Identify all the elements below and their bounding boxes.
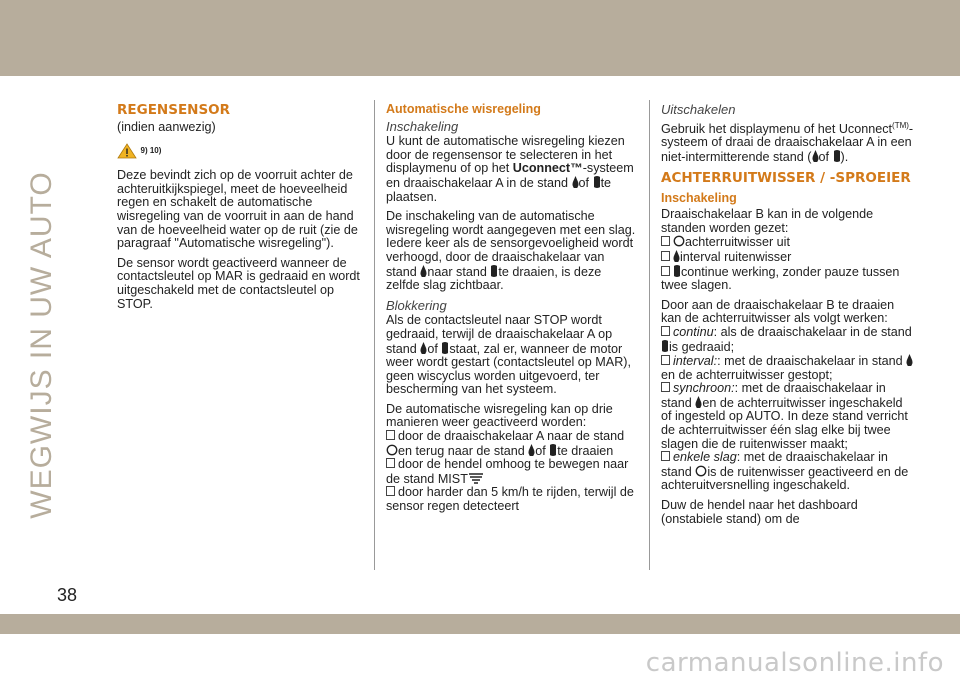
wiper-block-icon (833, 150, 841, 162)
list-item: door de hendel omhoog te bewegen naar de stand MIST (386, 457, 629, 486)
footer-band (0, 614, 960, 634)
rain-drop-icon (673, 250, 680, 262)
paragraph: Duw de hendel naar het dashboard (onstabiele stand) om de (661, 498, 858, 526)
bullet-box-icon (386, 430, 395, 440)
paragraph: Door aan de draaischakelaar B te draaien kan de achterruitwisser als volgt werken: (661, 297, 895, 326)
section-title-regensensor: REGENSENSOR (117, 102, 231, 118)
rain-drop-icon (812, 150, 819, 162)
list-item: door de draaischakelaar A naar de stand en terug naar de stand of te draaien (386, 430, 638, 458)
column-middle (386, 103, 638, 514)
paragraph: De automatische wisregeling kan op drie manieren weer geactiveerd worden: (386, 401, 613, 430)
warning-triangle-icon (117, 143, 137, 159)
list-item: synchroon:: met de draaischakelaar in stand en de achterruitwisser ingeschakeld of ingesteld op AUTO. In deze stand verricht de achterruitwisser één slag elke bij twee slagen die de ruitenwisser maakt; (661, 381, 908, 451)
header-band (0, 0, 960, 76)
subheading-blokkering: Blokkering (386, 297, 447, 313)
list-item: enkele slag: met de draaischakelaar in stand is de ruitenwisser geactiveerd en de achteruitversnelling ingeschakeld. (661, 450, 909, 493)
list-item: interval ruitenwisser (661, 250, 915, 265)
watermark-text: carmanualsonline.info (645, 648, 944, 678)
off-ring-icon (386, 444, 398, 456)
side-label-text: WEGWIJS IN UW AUTO (25, 171, 58, 519)
column-divider (649, 100, 650, 570)
rain-drop-icon (906, 354, 913, 366)
list-item: door harder dan 5 km/h te rijden, terwijl de sensor regen detecteert (386, 485, 634, 514)
paragraph: De inschakeling van de automatische wisregeling wordt aangegeven met een slag. Iedere keer als de sensorgevoeligheid wordt verhoogd, door de draaischakelaar van stand naar stand te draaien, is deze zelfde slag zichtbaar. (386, 209, 636, 293)
bullet-box-icon (661, 266, 670, 276)
paragraph: Gebruik het displaymenu of het Uconnect$^{(TM)}$-systeem of draai de draaischakelaar A in een niet-intermitterende stand ( of ). (661, 120, 914, 164)
list-item: interval:: met de draaischakelaar in stand en de achterruitwisser gestopt; (661, 354, 915, 382)
wiper-block-icon (593, 176, 601, 188)
column-divider (374, 100, 375, 570)
paragraph: De sensor wordt geactiveerd wanneer de contactsleutel op MAR is gedraaid en wordt uitgeschakeld met de contactsleutel op STOP. (117, 255, 360, 311)
bullet-box-icon (661, 355, 670, 365)
column-left (117, 103, 363, 317)
section-title-auto-wiper: Automatische wisregeling (386, 102, 541, 116)
bullet-box-icon (386, 458, 395, 468)
mist-icon (468, 472, 484, 484)
rain-drop-icon (572, 176, 579, 188)
bullet-box-icon (661, 382, 670, 392)
list-item: continue werking, zonder pauze tussen twee slagen. (661, 264, 900, 293)
subheading-inschakeling: Inschakeling (386, 118, 459, 134)
list-item: continu: als de draaischakelaar in de stand is gedraaid; (661, 326, 915, 354)
warning-refs: 9) 10) (140, 145, 162, 155)
watermark-area (0, 634, 960, 678)
bullet-box-icon (661, 451, 670, 461)
warning-ref-line (117, 143, 363, 160)
off-ring-icon (673, 235, 685, 247)
bullet-box-icon (386, 486, 395, 496)
wiper-block-icon (661, 340, 669, 352)
bullet-box-icon (661, 251, 670, 261)
page-number: 38 (57, 585, 78, 605)
paragraph: Draaischakelaar B kan in de volgende standen worden gezet: (661, 207, 874, 235)
wiper-block-icon (673, 265, 681, 277)
column-right (661, 103, 915, 532)
paragraph: Deze bevindt zich op de voorruit achter de achteruitkijkspiegel, meet de hoeveelheid regen en schakelt de automatische wisregeling van de voorruit in aan de hand van de hoeveelheid water op de ruit (zie de paragraaf "Automatische wisregeling"). (117, 168, 358, 251)
subheading-uitschakelen: Uitschakelen (661, 102, 736, 117)
paragraph: U kunt de automatische wisregeling kiezen door de regensensor te selecteren in het displaymenu of op het Uconnect™-systeem en draaischakelaar A in de stand of te plaatsen. (386, 134, 634, 204)
section-title-rear-wiper: ACHTERRUITWISSER / -SPROEIER (661, 169, 911, 186)
bullet-box-icon (661, 236, 670, 246)
section-subtitle: (indien aanwezig) (117, 120, 216, 134)
subheading-inschakeling: Inschakeling (661, 190, 737, 205)
off-ring-icon (695, 465, 707, 477)
paragraph: Als de contactsleutel naar STOP wordt gedraaid, terwijl de draaischakelaar A op stand of staat, zal er, wanneer de motor weer wordt gestart (contactsleutel op MAR), geen wiscyclus worden uitgevoerd, ter bescherming van het systeem. (386, 313, 631, 397)
list-item: achterruitwisser uit (661, 235, 915, 250)
bullet-box-icon (661, 326, 670, 336)
